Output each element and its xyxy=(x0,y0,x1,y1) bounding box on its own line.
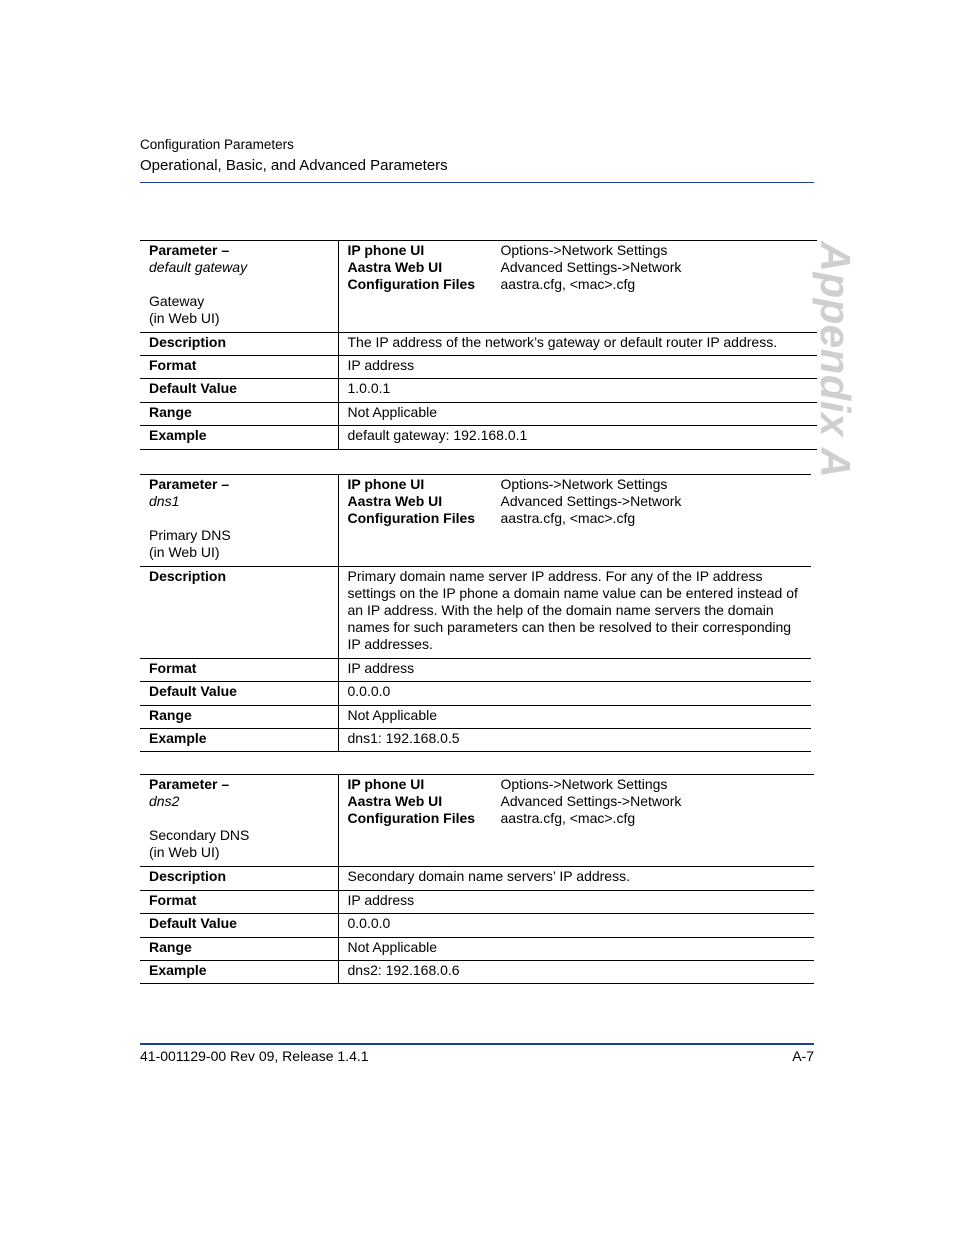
param-label: Parameter – xyxy=(149,476,230,492)
web-ui-label: Aastra Web UI xyxy=(347,793,443,809)
param-table-dns2 xyxy=(140,774,814,984)
ip-phone-ui-path: Options->Network Settings xyxy=(500,242,668,258)
ip-phone-ui-label: IP phone UI xyxy=(347,476,425,492)
web-ui-path: Advanced Settings->Network xyxy=(500,493,682,509)
format-label: Format xyxy=(140,356,338,379)
config-files-value: aastra.cfg, <mac>.cfg xyxy=(500,276,636,292)
example-value: dns2: 192.168.0.6 xyxy=(338,961,814,984)
description-value: Primary domain name server IP address. For any of the IP address settings on the IP phone a domain name value can be entered instead of an IP address. With the help of the domain name servers the domain names for such parameters can then be resolved to their corresponding IP addresses. xyxy=(338,567,811,659)
range-label: Range xyxy=(140,706,338,729)
param-location-cell xyxy=(338,475,811,567)
param-label: Parameter – xyxy=(149,776,230,792)
example-label: Example xyxy=(140,961,338,984)
param-name-cell xyxy=(140,775,338,867)
param-label: Parameter – xyxy=(149,242,230,258)
default-value-label: Default Value xyxy=(140,914,338,938)
web-ui-path: Advanced Settings->Network xyxy=(500,793,682,809)
appendix-side-tab-label: Appendix A xyxy=(812,241,859,479)
param-table-dns1 xyxy=(140,474,811,752)
ip-phone-ui-label: IP phone UI xyxy=(347,776,425,792)
range-label: Range xyxy=(140,403,338,426)
config-files-value: aastra.cfg, <mac>.cfg xyxy=(500,510,636,526)
example-value: dns1: 192.168.0.5 xyxy=(338,729,811,752)
param-name-cell xyxy=(140,475,338,567)
running-header-section: Configuration Parameters xyxy=(140,137,294,152)
description-value: Secondary domain name servers’ IP address. xyxy=(338,867,814,891)
config-files-label: Configuration Files xyxy=(347,276,476,292)
config-files-label: Configuration Files xyxy=(347,810,476,826)
param-location-cell xyxy=(338,241,817,333)
default-value-value: 0.0.0.0 xyxy=(338,914,814,938)
param-name: dns1 xyxy=(149,493,180,509)
config-files-value: aastra.cfg, <mac>.cfg xyxy=(500,810,636,826)
range-label: Range xyxy=(140,938,338,961)
example-label: Example xyxy=(140,426,338,450)
description-value: The IP address of the network’s gateway or default router IP address. xyxy=(338,333,817,356)
web-ui-label: Aastra Web UI xyxy=(347,493,443,509)
default-value-label: Default Value xyxy=(140,682,338,706)
param-ui-name: Primary DNS xyxy=(149,527,231,543)
default-value-value: 1.0.0.1 xyxy=(338,379,817,403)
param-ui-name: Secondary DNS xyxy=(149,827,250,843)
format-value: IP address xyxy=(338,659,811,682)
ip-phone-ui-path: Options->Network Settings xyxy=(500,776,668,792)
param-ui-note: (in Web UI) xyxy=(149,544,220,560)
format-value: IP address xyxy=(338,356,817,379)
param-ui-note: (in Web UI) xyxy=(149,844,220,860)
range-value: Not Applicable xyxy=(338,403,817,426)
default-value-label: Default Value xyxy=(140,379,338,403)
param-ui-name: Gateway xyxy=(149,293,205,309)
config-files-label: Configuration Files xyxy=(347,510,476,526)
example-label: Example xyxy=(140,729,338,752)
default-value-value: 0.0.0.0 xyxy=(338,682,811,706)
description-label: Description xyxy=(140,867,338,891)
ip-phone-ui-path: Options->Network Settings xyxy=(500,476,668,492)
description-label: Description xyxy=(140,333,338,356)
format-label: Format xyxy=(140,891,338,914)
format-label: Format xyxy=(140,659,338,682)
ip-phone-ui-label: IP phone UI xyxy=(347,242,425,258)
param-table-default-gateway xyxy=(140,240,817,450)
param-row-name xyxy=(140,241,817,333)
footer-divider xyxy=(140,1043,814,1045)
range-value: Not Applicable xyxy=(338,706,811,729)
running-header-subsection: Operational, Basic, and Advanced Parameters xyxy=(140,157,448,174)
param-ui-note: (in Web UI) xyxy=(149,310,220,326)
param-name-cell xyxy=(140,241,338,333)
web-ui-path: Advanced Settings->Network xyxy=(500,259,682,275)
header-divider xyxy=(140,182,814,183)
range-value: Not Applicable xyxy=(338,938,814,961)
example-value: default gateway: 192.168.0.1 xyxy=(338,426,817,450)
param-name: default gateway xyxy=(149,259,248,275)
web-ui-label: Aastra Web UI xyxy=(347,259,443,275)
param-name: dns2 xyxy=(149,793,180,809)
footer-page-number: A-7 xyxy=(792,1048,814,1064)
footer-doc-id: 41-001129-00 Rev 09, Release 1.4.1 xyxy=(140,1048,369,1064)
description-label: Description xyxy=(140,567,338,659)
param-location-cell xyxy=(338,775,814,867)
format-value: IP address xyxy=(338,891,814,914)
